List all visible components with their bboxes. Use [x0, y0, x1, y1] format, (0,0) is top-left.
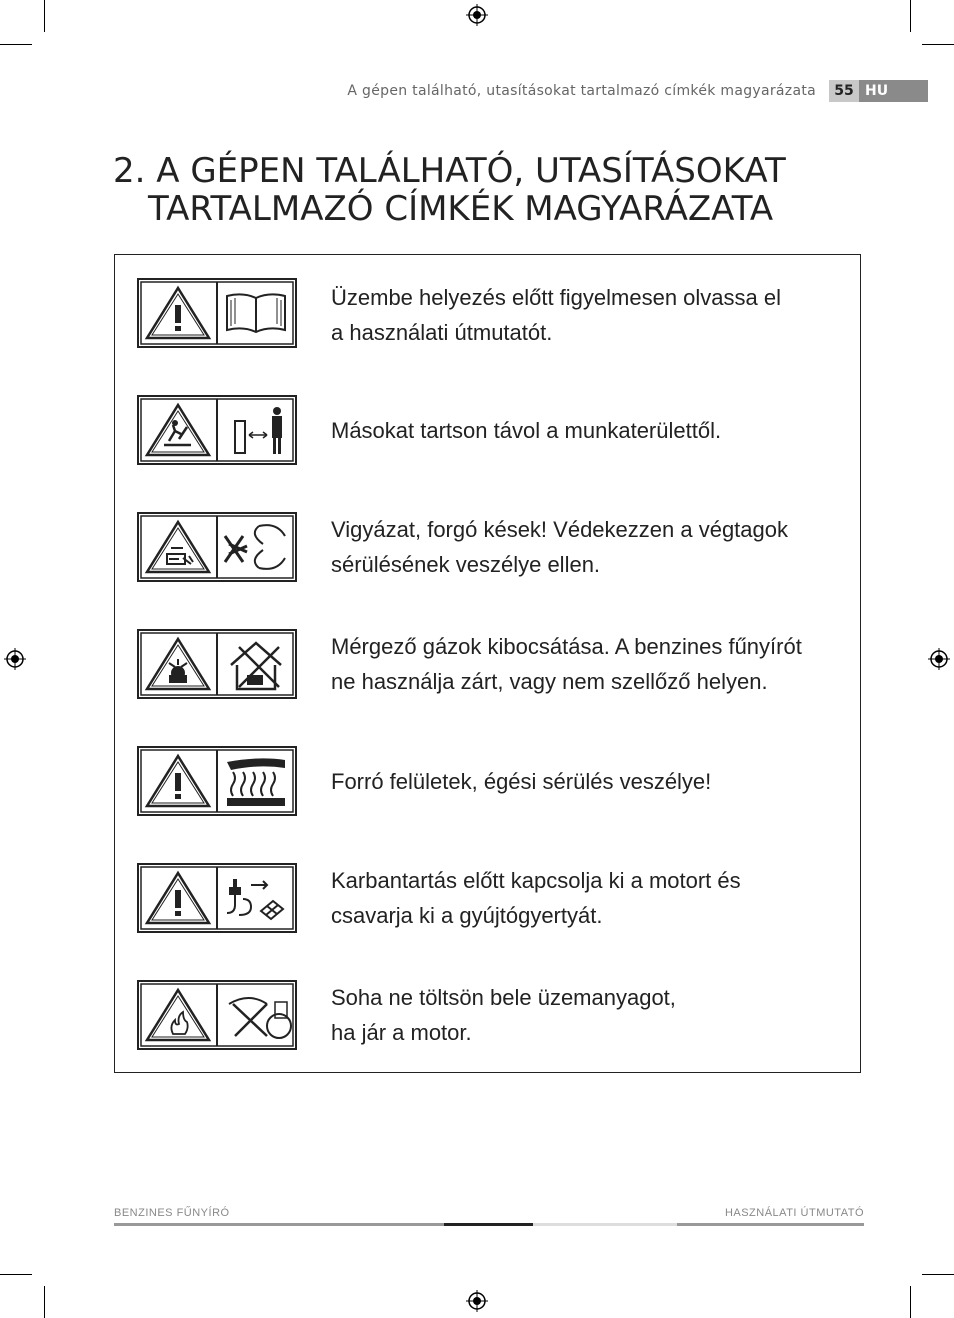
- registration-mark-icon: [466, 1290, 488, 1312]
- safety-label-row: [115, 863, 860, 935]
- footer-rule: [533, 1223, 677, 1226]
- safety-label-row: [115, 395, 860, 467]
- safety-label-row: [115, 278, 860, 350]
- safety-label-row: [115, 746, 860, 818]
- safety-label-row: [115, 512, 860, 584]
- safety-label-text: Mérgező gázok kibocsátása. A benzines fűnyírót ne használja zárt, vagy nem szellőző helyen.: [331, 634, 802, 694]
- footer-product-name: BENZINES FŰNYÍRÓ: [114, 1207, 230, 1219]
- hot-surface-icon: [137, 746, 297, 816]
- keep-distance-icon: [137, 395, 297, 465]
- safety-label-row: [115, 980, 860, 1052]
- remove-spark-plug-icon: [137, 863, 297, 933]
- footer-document-type: HASZNÁLATI ÚTMUTATÓ: [724, 1207, 864, 1219]
- footer-rule: [114, 1223, 444, 1226]
- safety-label-text: Forró felületek, égési sérülés veszélye!: [331, 769, 712, 794]
- crop-mark: [0, 44, 32, 45]
- crop-mark: [910, 1286, 911, 1318]
- safety-label-row: [115, 629, 860, 701]
- running-header: [0, 80, 954, 102]
- safety-label-text: Másokat tartson távol a munkaterülettől.: [331, 418, 722, 443]
- footer-rule: [677, 1223, 864, 1226]
- registration-mark-icon: [4, 648, 26, 670]
- running-title: A gépen található, utasításokat tartalmazó címkék magyarázata: [347, 83, 816, 99]
- language-badge: HU: [859, 80, 928, 102]
- crop-mark: [910, 0, 911, 32]
- crop-mark: [44, 1286, 45, 1318]
- title-line-2: TARTALMAZÓ CÍMKÉK MAGYARÁZATA: [148, 189, 774, 229]
- read-manual-icon: [137, 278, 297, 348]
- crop-mark: [44, 0, 45, 32]
- registration-mark-icon: [928, 648, 950, 670]
- footer-rule: [444, 1223, 533, 1226]
- crop-mark: [0, 1274, 32, 1275]
- no-refuel-running-icon: [137, 980, 297, 1050]
- safety-label-text: Üzembe helyezés előtt figyelmesen olvassa el a használati útmutatót.: [331, 285, 782, 345]
- crop-mark: [922, 1274, 954, 1275]
- rotating-blades-icon: [137, 512, 297, 582]
- safety-label-text: Vigyázat, forgó kések! Védekezzen a végtagok sérülésének veszélye ellen.: [331, 517, 788, 577]
- toxic-fumes-icon: [137, 629, 297, 699]
- safety-label-text: Soha ne töltsön bele üzemanyagot, ha jár a motor.: [331, 985, 676, 1045]
- page-number: 55: [829, 80, 859, 102]
- safety-labels-table: [114, 254, 861, 1073]
- crop-mark: [922, 44, 954, 45]
- safety-label-text: Karbantartás előtt kapcsolja ki a motort és csavarja ki a gyújtógyertyát.: [331, 868, 741, 928]
- registration-mark-icon: [466, 4, 488, 26]
- page-title: [113, 152, 786, 228]
- title-line-1: 2. A GÉPEN TALÁLHATÓ, UTASÍTÁSOKAT: [113, 151, 786, 191]
